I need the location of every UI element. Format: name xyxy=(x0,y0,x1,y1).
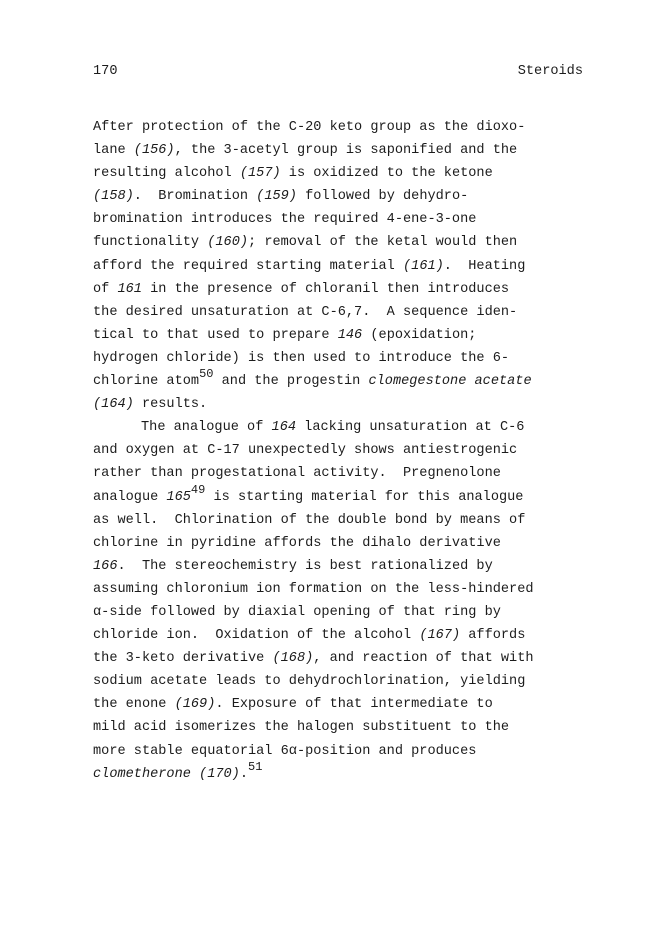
text-run: resulting alcohol xyxy=(93,166,240,182)
text-run: in the presence of chloranil then introduces xyxy=(141,281,510,297)
italic-text: (160) xyxy=(207,235,249,251)
text-run: α-side followed by diaxial opening of that ring by xyxy=(93,604,501,620)
text-line xyxy=(93,324,593,347)
text-run: hydrogen chloride) is then used to introduce the 6- xyxy=(93,350,510,366)
text-run: chlorine atom xyxy=(93,374,200,390)
italic-text: (161) xyxy=(403,258,444,274)
text-run: . Bromination xyxy=(133,189,257,205)
text-run: . Exposure of that intermediate to xyxy=(215,697,493,713)
text-run: lacking unsaturation at C-6 xyxy=(296,420,525,436)
text-line xyxy=(93,139,593,162)
text-run: tical to that used to prepare xyxy=(93,327,338,343)
text-line xyxy=(93,693,593,716)
page-header xyxy=(93,64,583,84)
text-line xyxy=(93,116,593,139)
italic-text: 161 xyxy=(117,281,142,297)
text-run: and oxygen at C-17 unexpectedly shows antiestrogenic xyxy=(93,443,518,459)
page-number: 170 xyxy=(93,64,118,79)
text-line xyxy=(93,670,593,693)
text-run: mild acid isomerizes the halogen substituent to the xyxy=(93,720,510,736)
body-text xyxy=(93,116,593,786)
text-run: followed by dehydro- xyxy=(296,189,469,205)
reference-superscript: 51 xyxy=(248,759,263,774)
text-run: as well. Chlorination of the double bond by means of xyxy=(93,512,526,528)
text-run: analogue xyxy=(93,489,167,505)
text-run: is starting material for this analogue xyxy=(205,489,524,505)
text-line xyxy=(93,208,593,231)
reference-superscript: 50 xyxy=(199,367,214,382)
text-line xyxy=(93,509,593,532)
text-line xyxy=(93,439,593,462)
text-run: is oxidized to the ketone xyxy=(280,166,493,182)
italic-text: (158) xyxy=(93,189,134,205)
text-line xyxy=(93,578,593,601)
text-run: and the progestin xyxy=(213,374,369,390)
italic-text: (156) xyxy=(133,143,175,159)
text-line xyxy=(93,462,593,485)
running-title: Steroids xyxy=(517,64,583,79)
text-run: , the 3-acetyl group is saponified and the xyxy=(174,143,518,159)
italic-text: (167) xyxy=(419,628,461,644)
italic-text: (157) xyxy=(239,166,281,182)
italic-text: 165 xyxy=(166,489,191,505)
italic-text: (168) xyxy=(272,651,314,667)
text-run: chlorine in pyridine affords the dihalo derivative xyxy=(93,535,501,551)
text-run: the enone xyxy=(93,697,175,713)
text-line xyxy=(93,416,593,439)
text-line xyxy=(93,301,593,324)
text-run: assuming chloronium ion formation on the less-hindered xyxy=(93,581,534,597)
italic-text: 166 xyxy=(93,558,118,574)
text-run: , and reaction of that with xyxy=(313,651,534,667)
text-run: . The stereochemistry is best rationalized by xyxy=(117,558,493,574)
italic-text: 146 xyxy=(337,327,363,343)
text-line xyxy=(93,716,593,739)
text-line xyxy=(93,278,593,301)
italic-text: (169) xyxy=(174,697,216,713)
italic-text: (159) xyxy=(256,189,297,205)
text-run: . Heating xyxy=(443,258,526,274)
text-line xyxy=(93,347,593,370)
text-line xyxy=(93,231,593,254)
text-run: results. xyxy=(133,397,208,413)
italic-text: clometherone (170) xyxy=(93,766,240,782)
italic-text: 164 xyxy=(271,420,297,436)
text-run: rather than progestational activity. Pregnenolone xyxy=(93,466,501,482)
text-run: more stable equatorial 6α-position and produces xyxy=(93,743,477,759)
text-run: the 3-keto derivative xyxy=(93,651,273,667)
text-line xyxy=(93,624,593,647)
text-run: affords xyxy=(460,628,526,644)
text-run: chloride ion. Oxidation of the alcohol xyxy=(93,628,420,644)
text-run: of xyxy=(93,281,118,297)
text-run: the desired unsaturation at C-6,7. A sequence iden- xyxy=(93,304,518,320)
text-line xyxy=(93,647,593,670)
text-run: functionality xyxy=(93,235,208,251)
text-run: ; removal of the ketal would then xyxy=(248,235,518,251)
text-run: bromination introduces the required 4-ene-3-one xyxy=(93,212,477,228)
text-line xyxy=(93,162,593,185)
text-line xyxy=(93,482,593,509)
italic-text: (164) xyxy=(93,397,134,413)
text-line xyxy=(93,185,593,208)
text-run: sodium acetate leads to dehydrochlorination, yielding xyxy=(93,674,526,690)
text-line xyxy=(93,532,593,555)
text-run: The analogue of xyxy=(141,420,272,436)
text-line xyxy=(93,367,593,393)
text-run: . xyxy=(239,766,249,782)
text-line xyxy=(93,555,593,578)
text-run: afford the required starting material xyxy=(93,258,403,274)
reference-superscript: 49 xyxy=(190,482,206,497)
text-line xyxy=(93,740,593,763)
text-line xyxy=(93,601,593,624)
text-line xyxy=(93,255,593,278)
text-run: After protection of the C-20 keto group as the dioxo- xyxy=(93,120,526,135)
text-run: lane xyxy=(93,143,134,159)
italic-text: clomegestone acetate xyxy=(368,374,532,390)
text-run: (epoxidation; xyxy=(362,327,477,343)
text-line xyxy=(93,759,593,786)
text-line xyxy=(93,393,593,416)
